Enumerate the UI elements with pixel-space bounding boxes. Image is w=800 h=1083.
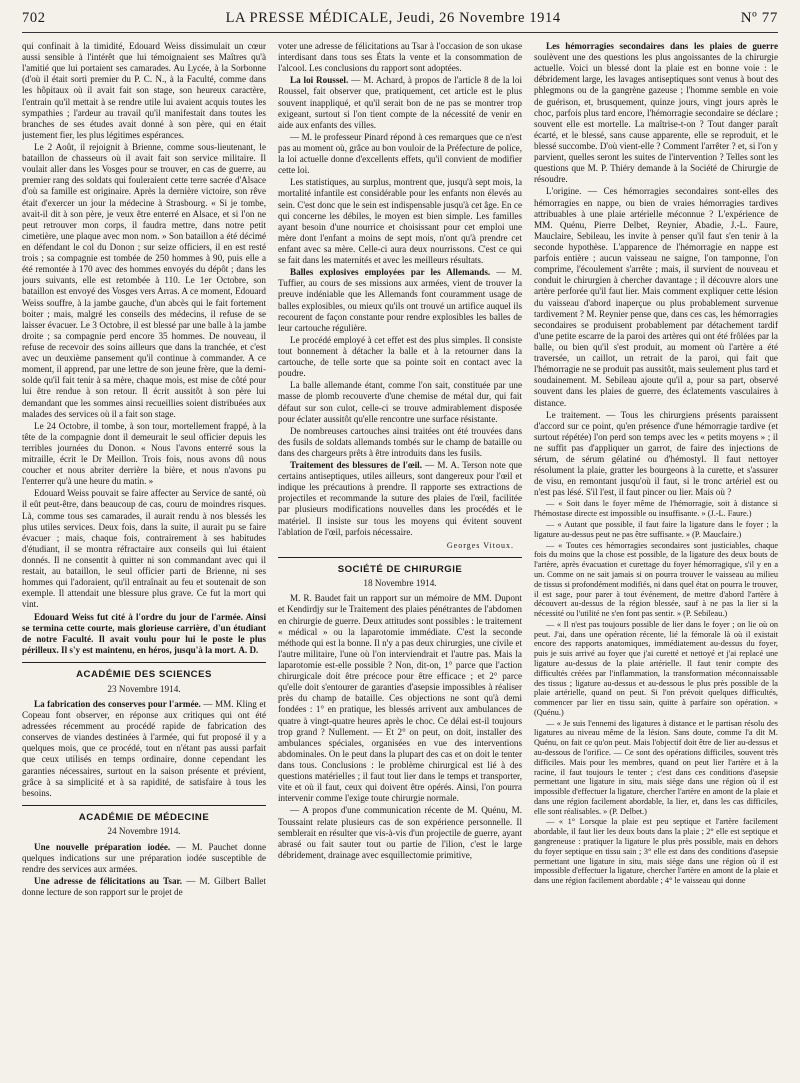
column-3 [534, 41, 778, 1083]
closing-text: Edouard Weiss fut cité à l'ordre du jour de l'armée. Ainsi se termina cette courte, mais glorieuse carrière, d'un étudiant de notre Faculté. Il avait voulu pour lui le poste le plus périlleux. Il s'y est maintenu, en héros, jusqu'à la mort. [22, 611, 266, 655]
item-text: — M. A. Terson note que certains antiseptiques, utiles ailleurs, sont dangereux pour l'œil et indique les précautions à prendre. Il rapporte ses extractions de projectiles et recommande la suture des plaies de l'œil, facilitée par plusieurs modifications nouvelles dans les procédés et le matériel. Il insiste sur tous les moyens qui évitent souvent l'ablation de l'œil, parfois nécessaire. [278, 460, 522, 537]
paragraph: Edouard Weiss pouvait se faire affecter au Service de santé, où il eût peut-être, dans beaucoup de cas, couru de moindres risques. Là, comme tous ses camarades, il aurait rendu à nos blessés les plus utiles services. Deux fois, dans la suite, il aurait pu se faire évacuer ; mais, chaque fois, contrairement à ses habitudes d'étudiant, il se montra réfractaire aux conseils qui lui étaient donnés. Il ne consentit à quitter ni son commandant avec qui il restait, au bataillon, le seul officier parti de Brienne, ni ses hommes qui l'adoraient, qu'il entraînait au feu et soutenait de son exemple. Il attendait une blessure plus grave. Ce fut la mort qui vint. [22, 488, 266, 610]
section-title: SOCIÉTÉ DE CHIRURGIE [278, 557, 522, 576]
paragraph: Le 24 Octobre, il tombe, à son tour, mortellement frappé, à la tête de la compagnie dont il demeurait le seul officier depuis les terribles journées du Donon. « Nous l'avons enterré sous la mitraille, écrit le Dr Meillon. Trois fois, nous avons dû nous coucher et nous abriter derrière la bière, et nous n'avons pu l'enterrer qu'à une heure du matin. » [22, 420, 266, 487]
paragraph: — A propos d'une communication récente de M. Quénu, M. Toussaint relate plusieurs cas de son expérience personnelle. Il semblerait en résulter que vis-à-vis d'un projectile de guerre, ayant abrasé ou fait sauter tout ou partie de l'ilion, c'est le large débridement, drainage avec esquillectomie primitive, [278, 805, 522, 860]
item-text: soulèvent une des questions les plus angoissantes de la chirurgie actuelle. Voici un blessé dont la plaie est en bonne voie : le débridement large, les lavages antiseptiques sont venus à bout des phlegmons ou de la gangrène gazeuse ; l'homme semble en voie de guérison, et, brusquement, quinze jours, vingt jours après le choc, parfois plus tard encore, l'hémorragie secondaire se déclare ; souvent elle est mortelle. La maîtrise-t-on ? Tout danger paraît écarté, et le blessé, sans cause apparente, elle se reproduit, et le blessé succombe. D'où vient-elle ? Comment l'arrêter ? et, si l'on y parvient, quelles seront les suites de l'intervention ? Telles sont les questions que M. P. Thiéry demande à la Société de Chirurgie de résoudre. [534, 52, 778, 185]
paragraph: — M. le professeur Pinard répond à ces remarques que ce n'est pas au moment où, grâce au bon vouloir de la Préfecture de police, la loi actuelle donne d'excellents effets, qu'il convient de modifier cette loi. [278, 131, 522, 176]
section-date: 24 Novembre 1914. [107, 826, 181, 837]
paragraph: Le 2 Août, il rejoignit à Brienne, comme sous-lieutenant, le bataillon de chasseurs où il avait fait son service militaire. Il voulait aller dans les Vosges pour se trouver, en cas de guerre, au premier rang des soldats qui fouleraient cette terre sacrée d'Alsace d'où sa famille est originaire. Après la dernière victoire, son rêve était d'exercer un jour la médecine à Strasbourg. « Si je tombe, avait-il dit à son père, je veux être enterré en Alsace, et si l'on ne peut retrouver mon corps, il faudra mettre, dans notre petit cimetière, une plaque avec mon nom. » Son bataillon a été décimé en défendant le col du Donon ; sur seize officiers, il en est resté trois ; sa compagnie est tombée de 250 hommes à 90, puis elle a été remontée à 170 avec des hommes envoyés du dépôt ; dans les jours suivants, elle est retombée à 110. Le 1er Octobre, son bataillon est envoyé des Vosges vers Arras. A ce moment, Edouard Weiss souffre, à la jambe gauche, d'un abcès qui le fait fortement boiter ; mais, malgré les conseils des médecins, il refuse de se laisser évacuer. Le 3 Octobre, il est blessé par une balle à la jambe droite ; sa compagnie perd encore 35 hommes. De nouveau, il refuse de recevoir des soins ailleurs que dans la tranchée, et c'est avec un deuxième pansement qu'il continue à commander. A ce moment, il apprend, par une lettre de son jeune frère, que la demi-solde qu'il fait tenir à sa mère, chaque mois, est mise de côté pour lui être rendue à son retour. Il écrit aussitôt à son père lui demandant que les sommes ainsi recueillies soient distribuées aux malades des services où il a fait son stage. [22, 141, 266, 419]
quote: — « Je suis l'ennemi des ligatures à distance et le partisan résolu des ligatures au niveau même de la lésion. Sans doute, comme l'a dit M. Quénu, on fait ce qu'on peut. Mais l'objectif doit être de lier au-dessus et au-dessous de l'orifice. — Ce sont des opérations difficiles, souvent très difficiles. Mais pour les membres, quand on peut lier l'artère et à la racine, il faut toujours le tenter ; c'est dans ces conditions d'asepsie permettant une ligature in situ, mais siège dans une région où il est impossible d'effectuer la ligature, chercher l'artère en amont de la plaie et dans une région facilement abordable, la lier, et, dans les cas difficiles, elle sont réalisables. » (P. Delbet.) [534, 718, 778, 816]
item-title: La loi Roussel. [290, 75, 349, 86]
section-date: 23 Novembre 1914. [107, 683, 181, 694]
paragraph [22, 842, 266, 875]
paragraph [534, 41, 778, 185]
paragraph: De nombreuses cartouches ainsi traitées ont été trouvées dans des fusils de soldats allemands tombés sur le champ de bataille ou dans des chargeurs prêts à être introduits dans les fusils. [278, 425, 522, 458]
author-initials: A. D. [238, 644, 259, 655]
page-number: 702 [22, 10, 46, 26]
paragraph [278, 267, 522, 334]
column-1 [22, 41, 266, 1083]
paragraph: La balle allemande étant, comme l'on sait, constituée par une masse de plomb recouverte d'une chemise de métal dur, qui fait défaut sur son culot, celle-ci se trouve admirablement disposée pour éclater aussitôt qu'elle rencontre une surface résistante. [278, 380, 522, 424]
quote: — « Il n'est pas toujours possible de lier dans le foyer ; on lie où on peut. J'ai, dans une opération récente, lié la fémorale là où il existait encore des rapports anatomiques, immédiatement au-dessus du foyer, puis je suis arrivé au foyer que j'ai curetté et nettoyé et j'ai replacé une ligature au-dessus de la plaie artérielle. Il faut tenir compte des difficultés créées par l'inflammation, la transformation méconnaissable des tissus ; ligature au-dessus et au-dessous le plus près possible de la plaie artérielle, quand on peut. Si l'on prévoit quelques difficultés, commencer par lier en tissu sain, quitte à parfaire son opération. » (Quénu.) [534, 619, 778, 717]
section-date: 18 Novembre 1914. [363, 578, 437, 589]
paragraph: Les statistiques, au surplus, montrent que, jusqu'à sept mois, la mortalité infantile est considérable pour les enfants non élevés au sein. C'est donc que le sein est indispensable jusqu'à cet âge. En ce qui concerne les débiles, le moyen est bien simple. Les familles ayant besoin d'une nourrice et choisissant pour cet emploi une mère dont l'enfant a moins de sept mois, n'ont qu'à prendre cet enfant avec sa mère. Celle-ci aura deux nourrissons. C'est ce qui se fait dans les maternités et avec les meilleurs résultats. [278, 177, 522, 266]
item-text: — M. Pauchet donne quelques indications sur une préparation iodée susceptible de rendre des services aux armées. [22, 841, 266, 874]
item-text: — MM. Kling et Copeau font observer, en réponse aux critiques qui ont été adressées récemment au procédé rapide de fabrication des conserves de viandes destinées à l'armée, qui fut proposé il y a quelques mois, que ce procédé, tout en n'étant pas aussi parfait que ceux utilisés en temps ordinaire, donne cependant les garanties nécessaires, surtout en la saison présente et prévient, grâce à sa simplicité et à sa rapidité, de satisfaire à tous les besoins. [22, 698, 266, 798]
paragraph: M. R. Baudet fait un rapport sur un mémoire de MM. Dupont et Kendirdjy sur le Traitement des plaies pénétrantes de l'abdomen en chirurgie de guerre. Deux attitudes sont possibles : le traitement « médical » ou la laparotomie immédiate. C'est la seconde méthode qui est la bonne. Il n'y a pas deux chirurgies, une civile et l'autre militaire, l'une où l'on interviendrait et l'autre pas. Mais la laparotomie est-elle possible ? Non, dit-on, 1° parce que l'action chirurgicale doit être précoce pour être efficace ; et 2° parce qu'elle doit s'entourer de garanties d'asepsie impossibles à réaliser près du champ de bataille. Ces objections ne sont qu'à demi fondées : 1° en pratique, les blessés arrivent aux ambulances de quatre à vingt-quatre heures après le choc. Ce délai est-il toujours trop grand ? Nullement. — Et 2° on peut, on doit, installer des ambulances spéciales, organisées en vue des interventions abdominales. On le peut dans la plupart des cas et on doit le tenter dans tous. Conclusions : le problème chirurgical est lié à des questions matérielles ; il faut tout lier dans le temps et transporter, vite et où il faut, ceux qui doivent être opérés. Ainsi, l'on pourra intervenir comme l'exige toute chirurgie normale. [278, 593, 522, 804]
item-title: Une nouvelle préparation iodée. [34, 841, 171, 852]
item-title: Une adresse de félicitations au Tsar. [34, 875, 183, 886]
paragraph: qui confinait à la timidité, Edouard Weiss dissimulait un cœur aussi sensible à l'intérêt que lui témoignaient ses Maîtres qu'à l'amitié que lui portaient ses camarades. Au Lycée, à la Sorbonne (d'où il était sorti premier du P. C. N., à la Faculté, comme dans les hôpitaux où il avait fait son stage, son heureux caractère, l'entrain qu'il mettait à se rendre utile lui avaient acquis toutes les sympathies ; l'ardeur au travail qu'il manifestait dans toutes les branches de ses études avait donné à son père, qui en était justement fier, les plus légitimes espérances. [22, 41, 266, 140]
paragraph: Le procédé employé à cet effet est des plus simples. Il consiste tout bonnement à détacher la balle et à la retourner dans la cartouche, de telle sorte que sa pointe soit en contact avec la poudre. [278, 334, 522, 379]
paragraph [22, 876, 266, 898]
paragraph [22, 612, 266, 656]
column-2 [278, 41, 522, 1083]
paragraph [22, 699, 266, 799]
section-title: ACADÉMIE DES SCIENCES [22, 662, 266, 681]
paragraph [278, 460, 522, 538]
item-text: — M. Tuffier, au cours de ses missions aux armées, vient de trouver la preuve indéniable que les Allemands font couramment usage de balles explosibles, ou mieux qu'ils ont trouvé un artifice auquel ils recourent de façon constante pour rendre explosibles les balles de leur cartouche régulière. [278, 267, 522, 333]
journal-title: LA PRESSE MÉDICALE, Jeudi, 26 Novembre 1914 [225, 10, 561, 26]
section-title: ACADÉMIE DE MÉDECINE [22, 805, 266, 824]
item-text: — M. Achard, à propos de l'article 8 de la loi Roussel, fait observer que, pratiquement, cet article est le plus souvent inappliqué, et qu'il serait bon de ne pas se montrer trop exigeant, surtout si l'on tient compte de la nécessité de venir en aide aux enfants des villes. [278, 75, 522, 130]
quote: — « Soit dans le foyer même de l'hémorragie, soit à distance si l'hémostase directe est impossible ou insuffisante. » (J.-L. Faure.) [534, 499, 778, 519]
page-header [22, 10, 778, 33]
item-title: Traitement des blessures de l'œil. [290, 460, 423, 471]
issue-number: Nº 77 [740, 10, 778, 26]
item-text: — M. Gilbert Ballet donne lecture de son rapport sur le projet de [22, 875, 266, 898]
article-columns [22, 41, 778, 1083]
item-title: Les hémorragies secondaires dans les plaies de guerre [546, 41, 778, 51]
quote: — « Autant que possible, il faut faire la ligature dans le foyer ; la ligature au-dessus peut ne pas être suffisante. » (P. Mauclaire.) [534, 520, 778, 539]
paragraph: voter une adresse de félicitations au Tsar à l'occasion de son ukase interdisant dans tous ses États la vente et la consommation de l'alcool. Les conclusions du rapport sont adoptées. [278, 41, 522, 74]
author-signature: Georges Vitoux. [446, 540, 514, 550]
item-title: La fabrication des conserves pour l'armée. [34, 698, 201, 709]
paragraph [278, 75, 522, 131]
item-title: Balles explosives employées par les Allemands. [290, 267, 491, 278]
paragraph: Le traitement. — Tous les chirurgiens présents paraissent d'accord sur ce point, qu'en présence d'une hémorragie tardive (et surtout répétée) l'on perd son temps avec les « petits moyens » ; il ne suffit pas d'appliquer un garrot, de faire des injections de sérum, de sérum gélatiné ou d'hémostyl. Il faut nettoyer résolument la plaie, gratter les bourgeons à la curette, et s'assurer de visu, en remontant jusqu'où il faut, si le tronc artériel est ou n'est pas lésé. S'il l'est, il faut pincer ou lier. Mais où ? [534, 409, 778, 498]
quote: — « 1° Lorsque la plaie est peu septique et l'artère facilement abordable, il faut lier les deux bouts dans la plaie ; 2° elle est septique et gangreneuse : pratiquer la ligature le plus près possible, mais en dehors du foyer septique en tissu sain ; 3° elle est dans des conditions d'asepsie permettant une ligature in situ, mais siège dans une région où il est impossible d'effectuer la ligature, chercher l'artère en amont de la plaie et dans une région facilement abordable ; 4° le vaisseau qui donne [534, 817, 778, 886]
quote: — « Toutes ces hémorragies secondaires sont justiciables, chaque fois du moins que la chose est possible, de la ligature des deux bouts de l'artère, après évacuation et curettage du foyer hémorragique, s'il y en a un. Comme on ne sait jamais si on pourra trouver le vaisseau au milieu de tissus si profondément modifiés, ni dans quel état on pourra le trouver, il est sage, pour parer à tout événement, de mettre d'abord l'artère à découvert au-dessus de la région blessée, sauf à ne pas la lier si la nécessité ou l'utilité ne s'en font pas sentir. » (P. Sebileau.) [534, 540, 778, 619]
paragraph: L'origine. — Ces hémorragies secondaires sont-elles des hémorragies en nappe, ou bien de vraies hémorragies tardives attribuables à une plaie artérielle méconnue ? L'expérience de MM. Quénu, Pierre Delbet, Reynier, Abadie, J.-L. Faure, Mauclaire, Sebileau, les invite à penser qu'il faut s'en tenir à la seconde hypothèse. L'apparence de l'hémorragie en nappe est parfois entière ; aucun vaisseau ne saigne, l'on tamponne, l'on comprime, l'écoulement s'arrête ; mais, il survient de nouveau et conduit le chirurgien à chercher davantage ; il découvre alors une artère perforée qu'il faut lier. Mais comment expliquer cette lésion du vaisseau d'abord inaperçue ou plus probablement survenue tardivement ? M. Reynier pense que, dans ces cas, les hémorragies secondaires se produisent probablement par détachement tardif d'une petite escarre de la paroi des artères qui ont été frôlées par la balle, ou bien qu'il s'est produit, au moment où l'artère a été traversée, un caillot, un retrait de la paroi, qui fait que l'hémorragie ne se produit pas aussitôt, mais seulement plus tard et soudainement. M. Sebileau ajoute qu'il a, pour sa part, observé souvent dans les plaies de guerre, des éclatements vasculaires à distance. [534, 186, 778, 408]
